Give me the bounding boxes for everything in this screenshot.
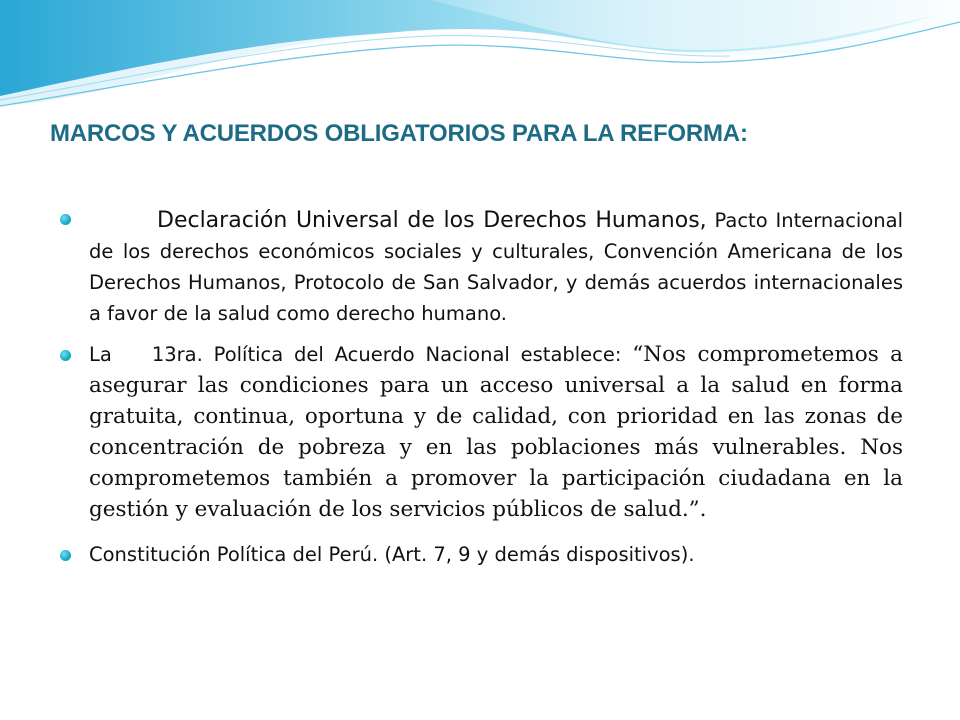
bullet-body-text: Pacto Internacional de los derechos económicos sociales y culturales, Convención Americana de los Derechos Humanos, Protocolo de San Salvador, y demás acuerdos internacionales a favor de la salud como derecho humano.	[89, 209, 904, 325]
bullet-lead-text: Declaración Universal de los Derechos Humanos,	[157, 208, 707, 233]
slide-title: MARCOS Y ACUERDOS OBLIGATORIOS PARA LA REFORMA:	[50, 120, 748, 147]
bullet-quote-text: “Nos comprometemos a asegurar las condiciones para un acceso universal a la salud en forma gratuita, continua, oportuna y de calidad, con prioridad en las zonas de concentración de pobreza y en las poblaciones más vulnerables. Nos comprometemos también a promover la participación ciudadana en la gestión y evaluación de los servicios públicos de salud.”.	[89, 342, 903, 522]
bullet-dot-icon	[60, 214, 71, 225]
bullet-item-acuerdo-nacional	[60, 339, 903, 525]
bullet-lead-text: 13ra. Política del Acuerdo Nacional establece:	[151, 343, 633, 366]
wave-header-decoration	[0, 0, 960, 130]
bullet-dot-icon	[60, 350, 71, 361]
bullet-item-constitucion	[60, 539, 903, 570]
bullet-dot-icon	[60, 550, 71, 561]
bullet-body-text: Constitución Política del Perú. (Art. 7, 9 y demás dispositivos).	[89, 543, 695, 566]
bullet-lead-word: La	[89, 343, 112, 366]
bullet-item-declaracion	[60, 205, 903, 329]
bullet-list	[60, 205, 903, 570]
